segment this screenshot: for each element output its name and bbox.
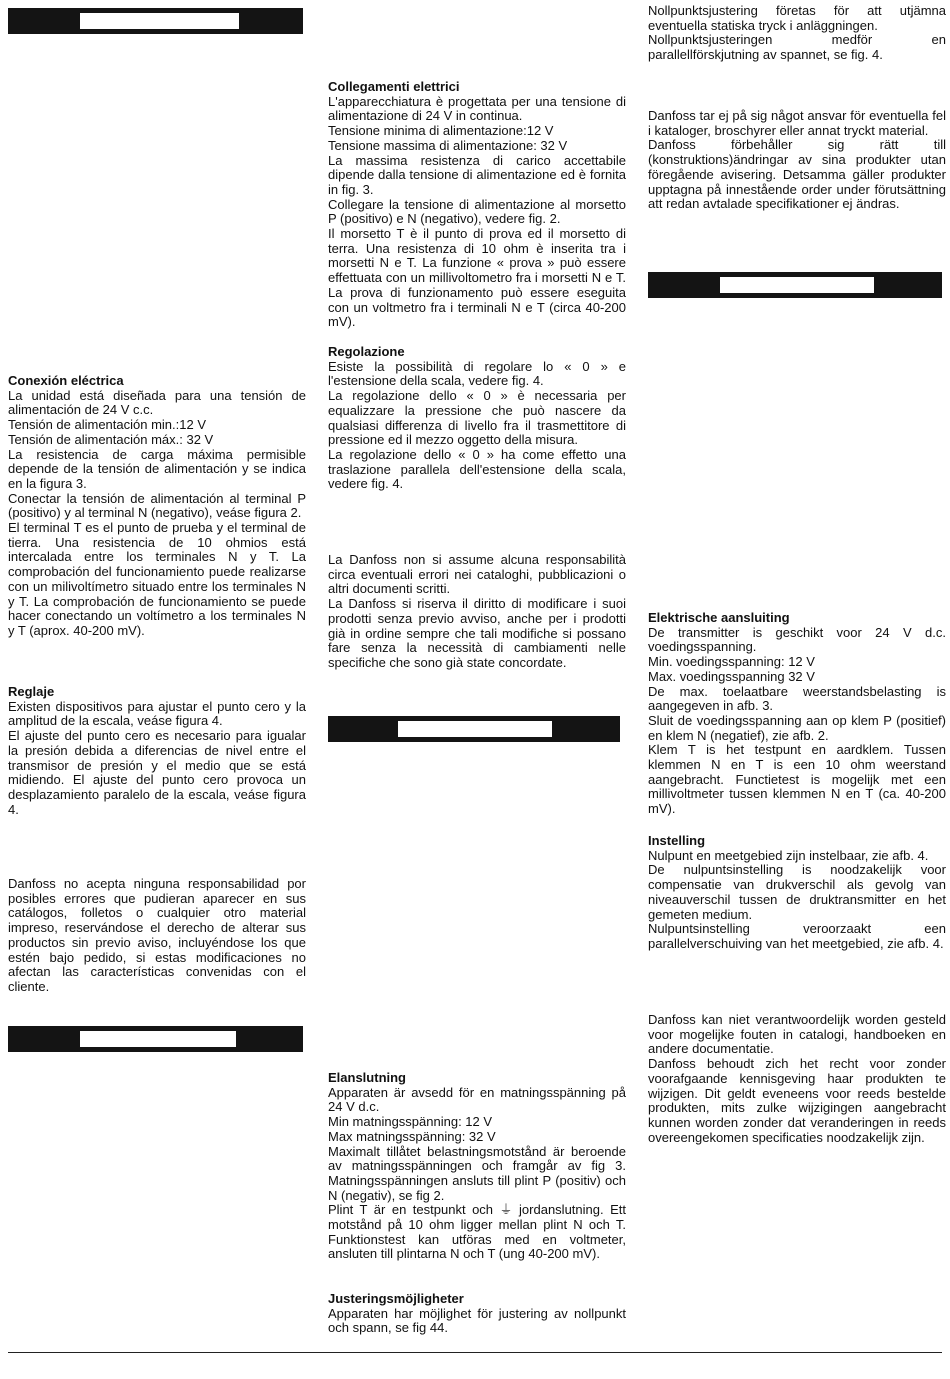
paragraph: La resistencia de carga máxima permisible depende de la tensión de alimentación y se indica en la figura 3.	[8, 446, 306, 491]
language-banner-es	[8, 8, 303, 34]
paragraph: Nulpuntsinstelling veroorzaakt een parallelverschuiving van het meetgebied, zie afb. 4.	[648, 921, 946, 951]
paragraph: Maximalt tillåtet belastningsmotstånd är beroende av matningsspänningen och framgår av fig 3. Matningsspänningen ansluts till plint P (positiv) och N (negativ), se fig 2.	[328, 1143, 626, 1203]
paragraph: La Danfoss non si assume alcuna responsabilità circa eventuali errori nei cataloghi, pubblicazioni o altri documenti scritti.	[328, 552, 626, 597]
paragraph: Tensione minima di alimentazione:12 V	[328, 123, 554, 139]
paragraph: Collegare la tensione di alimentazione al morsetto P (positivo) e N (negativo), vedere fig. 2.	[328, 196, 626, 227]
section-es-disclaimer	[8, 877, 306, 995]
section-it-adjust	[328, 345, 626, 492]
section-it-disclaimer	[328, 553, 626, 671]
paragraph: Danfoss behoudt zich het recht voor zonder voorafgaande kennisgeving haar produkten te wijzigen. Dit geldt eveneens voor reeds bestelde produkten, mits zulke wijzigingen aangebracht kunnen worden zonder dat veranderingen in reeds overeengekomen specificaties noodzakelijk zijn.	[648, 1056, 946, 1145]
section-heading: Instelling	[648, 833, 706, 848]
paragraph: Conectar la tensión de alimentación al terminal P (positivo) y al terminal N (negativo), veáse figura 2.	[8, 490, 306, 521]
paragraph: De max. toelaatbare weerstandsbelasting is aangegeven in afb. 3.	[648, 683, 946, 714]
paragraph: El terminal T es el punto de prueba y el terminal de tierra. Una resistencia de 10 ohmios está intercalada entre los terminales N y T. La comprobación del funcionamiento puede realizarse con un milivoltímetro situado entre los terminales N y T. La comprobación de funcionamiento se puede hacer conectando un voltímetro a los terminales N y T (aprox. 40-200 mV).	[8, 520, 306, 638]
paragraph: Danfoss tar ej på sig något ansvar för eventuella fel i kataloger, broschyrer eller annat tryckt material.	[648, 108, 946, 138]
paragraph: Danfoss no acepta ninguna responsabilidad por posibles errores que pudieran aparecer en sus catálogos, folletos o cualquier otro material impreso, reservándose el derecho de alterar sus productos sin previo aviso, incluyéndose los que estén bajo pedido, si estas modificaciones no afectan las características convenidas con el cliente.	[8, 876, 306, 994]
paragraph: Tensione massima di alimentazione: 32 V	[328, 137, 568, 153]
section-es-adjust	[8, 685, 306, 817]
paragraph: El ajuste del punto cero es necesario para igualar la presión debida a diferencias de nivel entre el transmisor de presión y el medio que se está midiendo. El ajuste del punto cero provoca un desplazamiento paralelo de la escala, veáse figura 4.	[8, 728, 306, 817]
paragraph: Min. voedingsspanning: 12 V	[648, 654, 815, 670]
section-nl-connection	[648, 611, 946, 817]
section-sv-zero-adjust	[648, 4, 946, 63]
paragraph: De transmitter is geschikt voor 24 V d.c. voedingsspanning.	[648, 624, 946, 655]
paragraph: Max matningsspänning: 32 V	[328, 1128, 496, 1144]
section-heading: Justeringsmöjligheter	[328, 1291, 464, 1306]
language-label-box	[720, 277, 874, 293]
section-sv-disclaimer	[648, 109, 946, 212]
section-sv-connection	[328, 1071, 626, 1262]
language-banner-sv	[648, 272, 942, 298]
section-heading: Conexión eléctrica	[8, 373, 124, 388]
language-label-box	[80, 1031, 236, 1047]
paragraph: De nulpuntsinstelling is noodzakelijk voor compensatie van drukverschil als gevolg van niveauverschil tussen de druktransmitter en het gemeten medium.	[648, 862, 946, 922]
paragraph: Max. voedingsspanning 32 V	[648, 668, 815, 684]
paragraph: Nulpunt en meetgebied zijn instelbaar, zie afb. 4.	[648, 847, 929, 863]
paragraph: Il morsetto T è il punto di prova ed il morsetto di terra. Una resistenza di 10 ohm è inserita tra i morsetti N e T. La funzione « prova » può essere effettuata con un millivoltometro fra i morsetti N e T. La prova di funzionamento può essere eseguita con un voltmetro fra i terminali N e T (circa 40-200 mV).	[328, 226, 626, 330]
paragraph: Apparaten har möjlighet för justering av nollpunkt och spann, se fig 44.	[328, 1305, 626, 1336]
language-label-box	[398, 721, 552, 737]
paragraph: La massima resistenza di carico accettabile dipende dalla tensione di alimentazione ed è fornita in fig. 3.	[328, 152, 626, 197]
language-label-box	[80, 13, 239, 29]
paragraph: Esiste la possibilità di regolare lo « 0 » e l'estensione della scala, vedere fig. 4.	[328, 358, 626, 389]
paragraph: La regolazione dello « 0 » ha come effetto una traslazione parallela dell'estensione della scala, vedere fig. 4.	[328, 446, 626, 492]
section-nl-disclaimer	[648, 1013, 946, 1145]
paragraph: Danfoss förbehåller sig rätt till (konstruktions)ändringar av sina produkter utan föregående avisering. Detsamma gäller produkter upptagna på innestående order under förutsättning att redan avtalade specifikationer ej ändras.	[648, 137, 946, 212]
section-it-connection	[328, 80, 626, 330]
paragraph: Existen dispositivos para ajustar el punto cero y la amplitud de la escala, veáse figura 4.	[8, 698, 306, 729]
paragraph: Tensión de alimentación min.:12 V	[8, 417, 207, 433]
paragraph: Danfoss kan niet verantwoordelijk worden gesteld voor mogelijke fouten in catalogi, handboeken en andere documentatie.	[648, 1012, 946, 1057]
paragraph: Apparaten är avsedd för en matningsspänning på 24 V d.c.	[328, 1084, 626, 1115]
paragraph: Plint T är en testpunkt och ⏚ jordanslutning. Ett motstånd på 10 ohm ligger mellan plint N och T. Funktionstest kan utföras med en voltmeter, ansluten till plintarna N och T (ung 40-200 mV).	[328, 1202, 626, 1262]
section-heading: Elanslutning	[328, 1070, 406, 1085]
paragraph: Nollpunktsjustering företas för att utjämna eventuella statiska tryck i anläggningen.	[648, 3, 946, 33]
section-heading: Regolazione	[328, 344, 405, 359]
section-heading: Elektrische aansluiting	[648, 610, 790, 625]
paragraph: Nollpunktsjusteringen medför en parallellförskjutning av spannet, se fig. 4.	[648, 32, 946, 63]
paragraph: Sluit de voedingsspanning aan op klem P (positief) en klem N (negatief), zie afb. 2.	[648, 712, 946, 743]
page-bottom-rule	[8, 1352, 942, 1353]
section-es-connection	[8, 374, 306, 639]
section-heading: Collegamenti elettrici	[328, 79, 460, 94]
paragraph: La Danfoss si riserva il diritto di modificare i suoi prodotti senza previo avviso, anche per i prodotti già in ordine sempre che tali modifiche si possano fare senza la necessità di cambiamenti nelle specifiche che sono già state concordate.	[328, 596, 626, 670]
section-heading: Reglaje	[8, 684, 55, 699]
paragraph: Tensión de alimentación máx.: 32 V	[8, 431, 214, 447]
paragraph: La regolazione dello « 0 » è necessaria per equalizzare la pressione che può nascere da qualsiasi differenza di livello fra il trasmettitore di pressione ed il mezzo oggetto della misura.	[328, 388, 626, 448]
paragraph: L'apparecchiatura è progettata per una tensione di alimentazione di 24 V in continua.	[328, 93, 626, 124]
paragraph: La unidad está diseñada para una tensión de alimentación de 24 V c.c.	[8, 387, 306, 418]
language-banner-nl	[8, 1026, 303, 1052]
section-nl-adjust	[648, 834, 946, 952]
section-sv-adjust	[328, 1292, 626, 1336]
paragraph: Klem T is het testpunt en aardklem. Tussen klemmen N en T is een 10 ohm weerstand aangebracht. Functietest is mogelijk met een millivoltmeter tussen klemmen N en T (ca. 40-200 mV).	[648, 742, 946, 817]
language-banner-it	[328, 716, 620, 742]
paragraph: Min matningsspänning: 12 V	[328, 1114, 493, 1130]
